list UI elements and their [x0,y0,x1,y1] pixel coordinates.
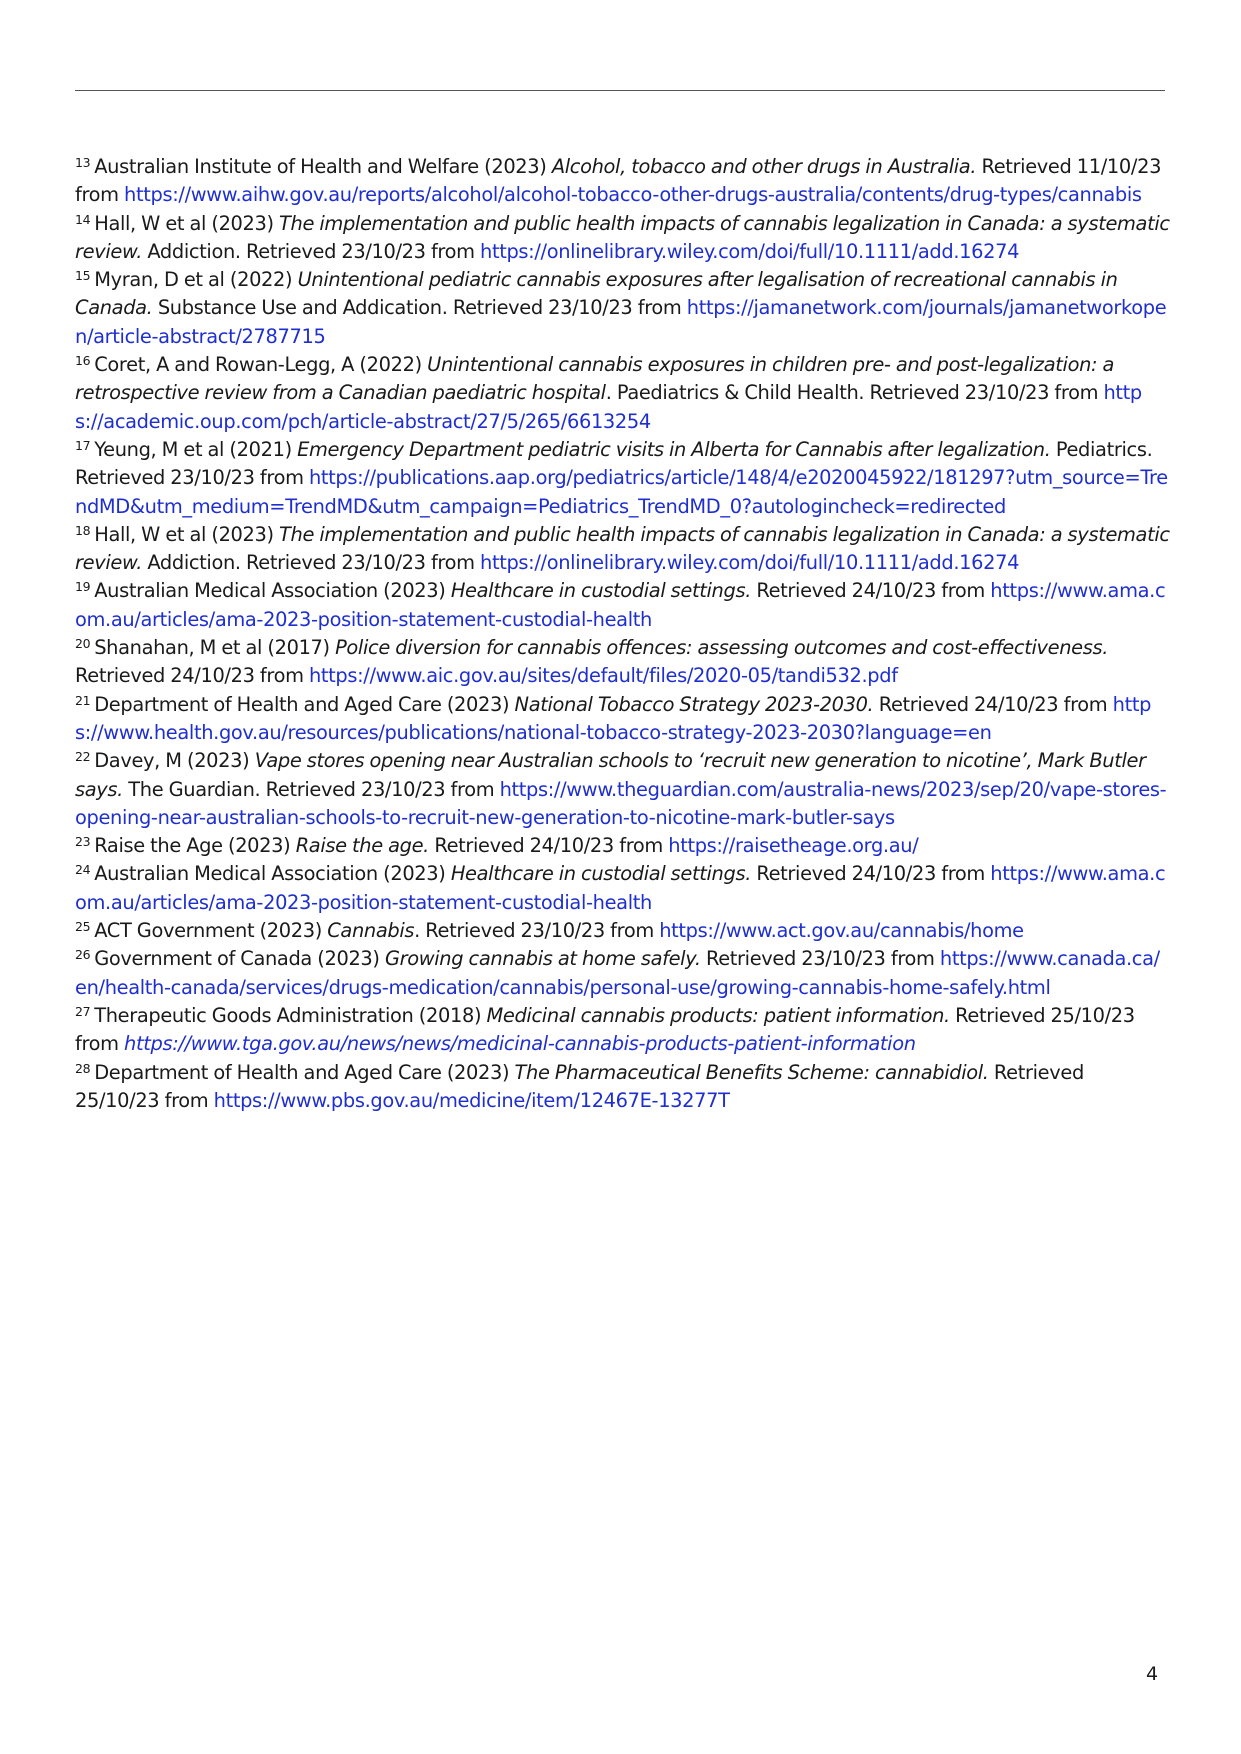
footnote-15 [75,266,1170,351]
page-number: 4 [1146,1663,1159,1685]
footnote-author: Yeung, M et al (2021) [94,437,298,461]
footnote-number: 21 [75,692,91,708]
footnote-author: Australian Medical Association (2023) [94,862,451,886]
footnote-19 [75,577,1170,634]
footnote-title: Raise the age. [295,834,429,858]
footnote-author: Myran, D et al (2022) [94,268,298,292]
footnote-title: Healthcare in custodial settings. [450,579,752,603]
footnote-number: 25 [75,919,91,935]
footnote-title: The Pharmaceutical Benefits Scheme: cannabidiol. [514,1060,989,1084]
footnote-number: 16 [75,353,91,369]
footnote-title: The implementation and public health impacts of cannabis legalization in Canada: a systematic review. [75,211,1170,263]
footnote-author: Hall, W et al (2023) [94,211,280,235]
footnote-author: Therapeutic Goods Administration (2018) [94,1003,487,1027]
footnote-link[interactable]: https://www.tga.gov.au/news/news/medicinal-cannabis-products-patient-information [124,1032,916,1056]
footnote-retrieved: Retrieved 23/10/23 from [700,947,940,971]
footnote-author: Raise the Age (2023) [94,834,296,858]
footnote-title: The implementation and public health impacts of cannabis legalization in Canada: a systematic review. [75,522,1170,575]
footnote-24 [75,860,1170,917]
footnote-retrieved: Addiction. Retrieved 23/10/23 from [142,551,480,575]
footnote-14 [75,210,1170,267]
footnote-16 [75,351,1170,436]
footnote-author: Hall, W et al (2023) [94,522,280,546]
footnote-link[interactable]: https://publications.aap.org/pediatrics/article/148/4/e2020045922/181297?utm_source=TrendMD&utm_medium=TrendMD&utm_campaign=Pediatrics_TrendMD_0?autologincheck=redirected [75,466,1168,518]
footnote-number: 15 [75,268,91,284]
footnote-link[interactable]: https://www.health.gov.au/resources/publications/national-tobacco-strategy-2023-2030?language=en [75,692,1152,744]
footnote-list [75,153,1170,1115]
footnote-author: ACT Government (2023) [94,919,328,943]
footnote-link[interactable]: https://www.act.gov.au/cannabis/home [659,919,1024,943]
footnote-title: Medicinal cannabis products: patient information. [486,1003,950,1027]
footnote-number: 14 [75,211,91,227]
footnote-number: 20 [75,636,91,652]
footnote-28 [75,1059,1170,1116]
footnote-number: 26 [75,947,91,963]
footnote-retrieved: Retrieved 24/10/23 from [873,692,1113,716]
footnote-number: 19 [75,579,91,595]
footnote-17 [75,436,1170,521]
footnote-27 [75,1002,1170,1059]
footnote-retrieved: The Guardian. Retrieved 23/10/23 from [122,777,500,801]
footnote-18 [75,521,1170,578]
footnote-author: Australian Institute of Health and Welfare (2023) [94,155,552,178]
footnote-link[interactable]: https://onlinelibrary.wiley.com/doi/full/10.1111/add.16274 [480,239,1020,263]
footnote-retrieved: . Retrieved 23/10/23 from [414,919,660,943]
footnote-author: Shanahan, M et al (2017) [94,636,336,660]
footnote-author: Government of Canada (2023) [94,947,385,971]
footnote-link[interactable]: https://www.ama.com.au/articles/ama-2023-position-statement-custodial-health [75,579,1166,631]
footnote-13 [75,153,1170,210]
header-rule [75,90,1165,91]
footnote-23 [75,832,1170,860]
footnote-number: 17 [75,437,91,453]
footnote-22 [75,747,1170,832]
footnote-title: National Tobacco Strategy 2023-2030. [514,692,874,716]
footnote-title: Unintentional pediatric cannabis exposures after legalisation of recreational cannabis in Canada. [75,268,1118,320]
footnote-link[interactable]: https://jamanetwork.com/journals/jamanetworkopen/article-abstract/2787715 [75,296,1167,348]
footnote-number: 28 [75,1060,91,1076]
footnote-title: Police diversion for cannabis offences: assessing outcomes and cost-effectiveness. [335,636,1109,660]
footnote-author: Davey, M (2023) [94,749,255,773]
footnote-link[interactable]: https://www.aihw.gov.au/reports/alcohol/alcohol-tobacco-other-drugs-australia/contents/drug-types/cannabis [124,183,1142,207]
footnote-link[interactable]: https://raisetheage.org.au/ [668,834,919,858]
footnote-number: 23 [75,834,91,850]
footnote-author: Coret, A and Rowan-Legg, A (2022) [94,353,428,377]
footnote-retrieved: Pediatrics. Retrieved 23/10/23 from [75,437,1153,490]
footnote-title: Alcohol, tobacco and other drugs in Australia. [551,155,977,178]
footnote-retrieved: . Paediatrics & Child Health. Retrieved 23/10/23 from [605,381,1104,405]
footnote-link[interactable]: https://academic.oup.com/pch/article-abstract/27/5/265/6613254 [75,381,1142,433]
footnote-20 [75,634,1170,691]
footnote-link[interactable]: https://www.ama.com.au/articles/ama-2023-position-statement-custodial-health [75,862,1166,914]
footnote-number: 27 [75,1003,91,1019]
footnote-link[interactable]: https://www.canada.ca/en/health-canada/services/drugs-medication/cannabis/personal-use/growing-cannabis-home-safely.html [75,947,1160,999]
footnote-retrieved: Retrieved 24/10/23 from [429,834,669,858]
footnote-retrieved: Retrieved 24/10/23 from [751,862,991,886]
footnote-number: 22 [75,749,91,765]
footnote-retrieved: Retrieved 25/10/23 from [75,1003,1135,1056]
footnote-number: 18 [75,522,91,538]
footnote-title: Emergency Department pediatric visits in Alberta for Cannabis after legalization. [297,437,1051,461]
footnote-25 [75,917,1170,945]
footnote-retrieved: Retrieved 25/10/23 from [75,1060,1084,1112]
footnote-title: Growing cannabis at home safely. [384,947,701,971]
footnote-title: Cannabis [327,919,415,943]
footnote-link[interactable]: https://onlinelibrary.wiley.com/doi/full/10.1111/add.16274 [480,551,1020,575]
footnote-title: Vape stores opening near Australian schools to ‘recruit new generation to nicotine’, Mark Butler says. [75,749,1146,801]
footnote-retrieved: Retrieved 11/10/23 from [75,155,1162,207]
footnote-number: 13 [75,155,91,170]
footnote-number: 24 [75,862,91,878]
footnote-retrieved: Substance Use and Addication. Retrieved 23/10/23 from [152,296,687,320]
footnote-retrieved: Addiction. Retrieved 23/10/23 from [142,239,480,263]
footnote-retrieved: Retrieved 24/10/23 from [751,579,991,603]
footnote-26 [75,945,1170,1002]
footnote-title: Healthcare in custodial settings. [450,862,752,886]
footnote-author: Australian Medical Association (2023) [94,579,451,603]
footnote-author: Department of Health and Aged Care (2023) [94,692,515,716]
footnote-author: Department of Health and Aged Care (2023) [94,1060,515,1084]
footnote-retrieved: Retrieved 24/10/23 from [75,664,309,688]
footnote-link[interactable]: https://www.aic.gov.au/sites/default/files/2020-05/tandi532.pdf [308,664,898,688]
footnote-title: Unintentional cannabis exposures in children pre- and post-legalization: a retrospective review from a Canadian paediatric hospital [75,353,1115,405]
footnote-21 [75,691,1170,748]
footnote-link[interactable]: https://www.theguardian.com/australia-news/2023/sep/20/vape-stores-opening-near-australian-schools-to-recruit-new-generation-to-nicotine-mark-butler-says [75,777,1167,829]
footnote-link[interactable]: https://www.pbs.gov.au/medicine/item/12467E-13277T [213,1088,730,1112]
